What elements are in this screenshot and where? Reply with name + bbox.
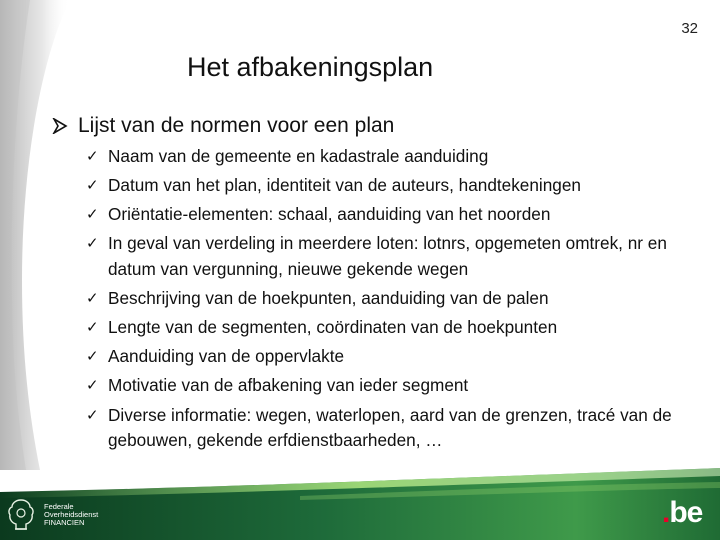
list-item-text: Beschrijving van de hoekpunten, aanduiding van de palen [108, 288, 549, 309]
page-number: 32 [681, 20, 698, 37]
list-item-text: Oriëntatie-elementen: schaal, aanduiding van het noorden [108, 204, 551, 225]
check-icon: ✓ [86, 377, 99, 395]
be-logo-text: be [669, 496, 703, 529]
check-icon: ✓ [86, 177, 99, 195]
norms-checklist [86, 144, 706, 454]
list-item [86, 144, 706, 170]
check-icon: ✓ [86, 406, 99, 424]
list-item-text: Motivatie van de afbakening van ieder segment [108, 375, 469, 396]
agency-line: Federale [44, 502, 74, 511]
list-item [86, 173, 706, 199]
be-logo-dot: . [662, 496, 670, 529]
list-item [86, 231, 706, 283]
arrow-bullet-icon [52, 118, 68, 134]
section-heading-text: Lijst van de normen voor een plan [78, 114, 395, 137]
list-item [86, 373, 706, 399]
list-item-text: Datum van het plan, identiteit van de auteurs, handtekeningen [108, 175, 581, 196]
list-item [86, 286, 706, 312]
list-item-text: In geval van verdeling in meerdere loten: lotnrs, opgemeten omtrek, nr en datum van vergunning, nieuwe gekende wegen [108, 233, 667, 280]
agency-line: Overheidsdienst [44, 510, 99, 519]
check-icon: ✓ [86, 235, 99, 253]
check-icon: ✓ [86, 290, 99, 308]
list-item [86, 202, 706, 228]
check-icon: ✓ [86, 148, 99, 165]
list-item-text: Lengte van de segmenten, coördinaten van de hoekpunten [108, 317, 558, 338]
list-item [86, 344, 706, 370]
list-item [86, 403, 706, 455]
check-icon: ✓ [86, 206, 99, 224]
list-item-text: Diverse informatie: wegen, waterlopen, aard van de grenzen, tracé van de gebouwen, gekende erfdienstbaarheden, … [108, 404, 672, 451]
list-item [86, 315, 706, 341]
check-icon: ✓ [86, 319, 99, 337]
coat-of-arms-logo [6, 498, 36, 532]
decorative-swoosh [0, 0, 80, 470]
list-item-text: Naam van de gemeente en kadastrale aanduiding [108, 146, 489, 166]
check-icon: ✓ [86, 348, 99, 366]
agency-name [44, 503, 98, 527]
slide-title: Het afbakeningsplan [187, 52, 434, 82]
section-heading [52, 114, 394, 138]
footer-band [0, 462, 720, 540]
list-item-text: Aanduiding van de oppervlakte [108, 346, 345, 367]
agency-line: FINANCIEN [44, 518, 85, 527]
be-logo [662, 496, 702, 530]
